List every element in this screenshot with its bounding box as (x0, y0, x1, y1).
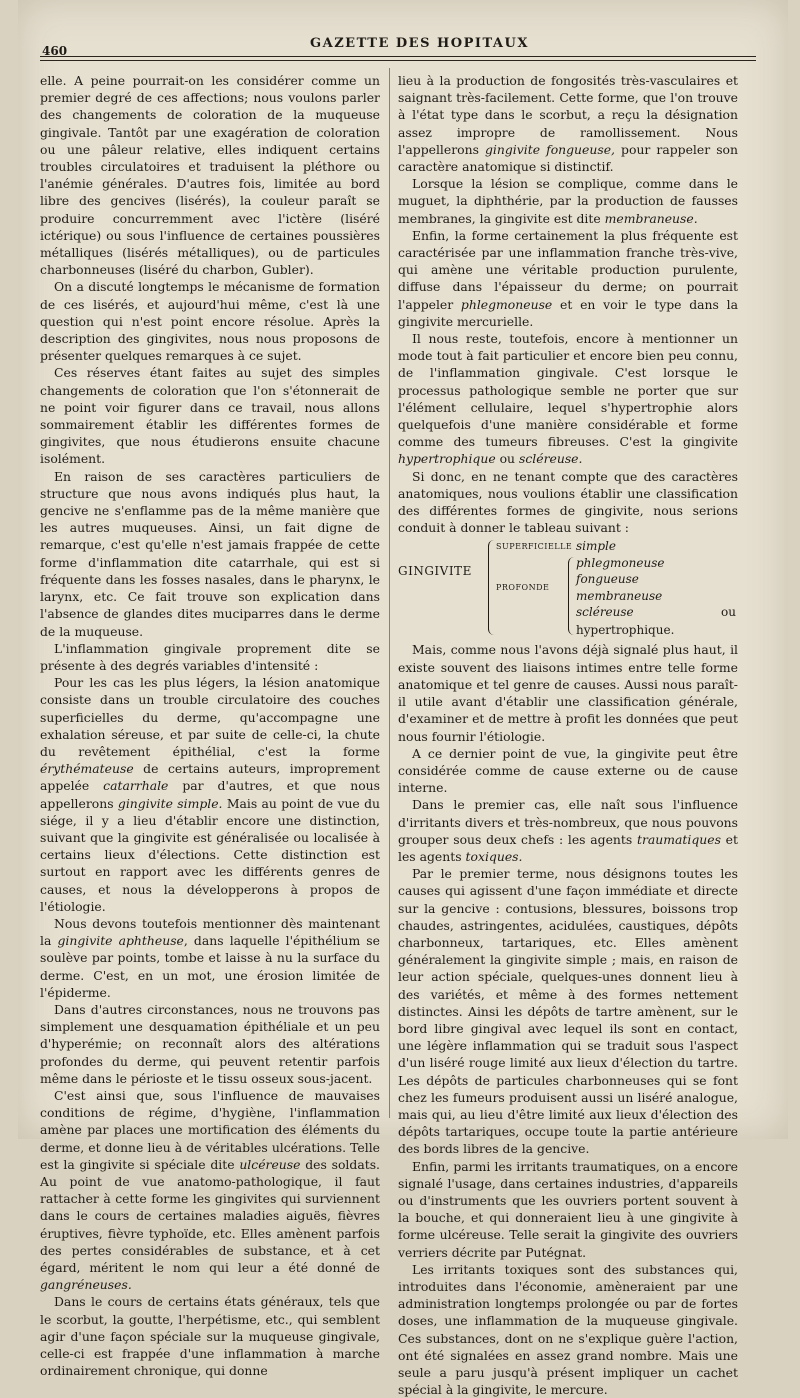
text: , dans laquelle l'épithélium se soulève par points, tombe et laisse à nu la surface du derme. C'est, en un mot, une érosion limitée de l'épiderme. (40, 933, 380, 1000)
brace-inner (568, 557, 576, 636)
italic-term: gingivite simple. (117, 795, 223, 811)
italic-term: toxiques. (465, 848, 523, 864)
right-column (398, 72, 738, 1398)
text: Dans le cours de certains états généraux, tels que le scorbut, la goutte, l'herpétisme, etc., qui semblent agir d'une façon spéciale sur la muqueuse gingivale, celle-ci est frappée d'une inflammation à marche ordinairement chronique, qui donne (40, 1294, 380, 1379)
text: de certains auteurs, improprement appelée (40, 761, 380, 794)
paragraph (398, 796, 738, 865)
paragraph (398, 330, 738, 468)
italic-term: scléreuse (576, 605, 634, 620)
branch-superficielle: SUPERFICIELLE (496, 542, 573, 552)
text: Enfin, parmi les irritants traumatiques, on a encore signalé l'usage, dans certaines industries, d'appareils ou d'instruments que les ouvriers portent souvent à la bouche, et qui donneraient lieu à une gingivite à forme ulcéreuse. Telle serait la gingivite des ouvriers verriers décrite par Putégnat. (398, 1158, 738, 1260)
text: Dans le premier cas, elle naît sous l'influence d'irritants divers et très-nombreux, que nous pouvons grouper sous deux chefs : les agents (398, 797, 738, 847)
text: Les irritants toxiques sont des substances qui, introduites dans l'économie, amèneraient par une administration longtemps prolongée ou par de fortes doses, une inflammation de la muqueuse gingivale. Ces substances, dont on ne s'explique guère l'action, ont été signalées en assez grand nombre. Mais une seule a paru jusqu'à présent impliquer un cachet spécial à la gingivite, le mercure. (398, 1261, 738, 1398)
leaf-fongueuse: fongueuse (576, 572, 639, 587)
paragraph (40, 1087, 380, 1293)
text: On a discuté longtemps le mécanisme de formation de ces lisérés, et aujourd'hui même, c'est là une question qui n'est point encore résolue. Après la description des gingivites, nous nous proposons de présenter quelques remarques à ce sujet. (40, 279, 380, 364)
italic-term: ulcéreuse (239, 1156, 301, 1172)
paragraph (40, 72, 380, 278)
paragraph (398, 227, 738, 330)
italic-term: scléreuse. (518, 451, 583, 467)
text: pour rappeler son caractère anatomique si distinctif. (398, 141, 738, 175)
italic-term: membraneuse. (604, 210, 698, 226)
paragraph (40, 1293, 380, 1379)
text: Par le premier terme, nous désignons toutes les causes qui agissent d'une façon immédiate et directe sur la gencive : contusions, blessures, boissons trop chaudes, astringentes, acidulées, caustiques, dépôts charbonneux, tartariques, etc. Elles amènent généralement la gingivite simple ; mais, en raison de leur action spéciale, quelques-unes donnent lieu à des variétés, et même à des formes nettement distinctes. Ainsi les dépôts de tartre amènent, sur le bord libre gingival avec lequel ils sont en contact, une légère inflammation qui se traduit sous l'aspect d'un liséré rouge limité aux lieux d'élection du tartre. Les dépôts de particules charbonneuses qui se font chez les fumeurs produisent aussi un liséré analogue, mais qui, au lieu d'être limité aux lieux d'élection des dépôts tartariques, occupe toute la partie antérieure des bords libres de la gencive. (398, 866, 738, 1157)
text: Il nous reste, toutefois, encore à mentionner un mode tout à fait particulier et encore bien peu connu, de l'inflammation gingivale. C'est lorsque le processus pathologique semble ne porter que sur l'élément cellulaire, lequel s'hypertrophie alors quelquefois d'une manière considérable et forme comme des tumeurs fibreuses. C'est la gingivite (398, 331, 738, 450)
paragraph (398, 641, 738, 744)
italic-term: gingivite fongueuse, (485, 141, 615, 157)
text: et en voir le type dans la gingivite mercurielle. (398, 296, 738, 329)
paragraph (40, 278, 380, 364)
paragraph (398, 1158, 738, 1261)
text: Pour les cas les plus légers, la lésion anatomique consiste dans un trouble circulatoire des couches superficielles du derme, qu'accompagne une exhalation séreuse, et par suite de celle-ci, la chute du revêtement épithélial, c'est la forme (40, 675, 380, 759)
italic-term: gingivite aphtheuse (57, 933, 184, 949)
paragraph (40, 640, 380, 674)
text: des soldats. Au point de vue anatomo-pathologique, il faut rattacher à cette forme les gingivites qui surviennent dans le cours de certaines maladies aiguës, fièvres éruptives, fièvre typhoïde, etc. Elles amènent parfois des pertes considérables de substance, et à cet égard, méritent le nom qui leur a été donné de (40, 1156, 380, 1276)
text: ou (495, 451, 519, 467)
paragraph (398, 1261, 738, 1398)
text: ou hypertrophique. (576, 605, 736, 637)
paragraph (40, 1001, 380, 1087)
table-root-label: GINGIVITE (398, 563, 472, 578)
page-number: 460 (42, 44, 68, 58)
italic-term: catarrhale (103, 778, 169, 794)
italic-term: traumatiques (636, 831, 721, 847)
text: elle. A peine pourrait-on les considérer comme un premier degré de ces affections; nous voulons parler des changements de coloration de la muqueuse gingivale. Tantôt par une exagération de coloration ou une pâleur relative, elles indiquent certains troubles circulatoires et traduisent la pléthore ou l'anémie générales. D'autres fois, limitée au bord libre des gencives (lisérés), la couleur paraît se produire concurremment avec l'ictère (liséré ictérique) ou sous l'influence de certaines poussières métalliques (lisérés métalliques), ou de particules charbonneuses (liséré du charbon, Gubler). (40, 73, 380, 278)
paragraph (40, 674, 380, 915)
text: et les agents (398, 831, 738, 864)
paragraph (398, 745, 738, 797)
text: Mais, comme nous l'avons déjà signalé plus haut, il existe souvent des liaisons intimes entre telle forme anatomique et tel genre de causes. Aussi nous paraît-il utile avant d'établir une classification générale, d'examiner et de mettre à profit les données que peut nous fournir l'étiologie. (398, 642, 738, 744)
text: Enfin, la forme certainement la plus fréquente est caractérisée par une inflammation franche très-vive, qui amène une véritable production purulente, diffuse dans l'épaisseur du derme; on pourrait l'appeler (398, 227, 738, 312)
branch-profonde: PROFONDE (496, 583, 550, 593)
italic-term: gangréneuses. (40, 1277, 132, 1293)
leaf-simple: simple (576, 539, 616, 554)
header-rule-double (40, 60, 756, 61)
paragraph (398, 175, 738, 227)
text: Lorsque la lésion se complique, comme dans le muguet, la diphthérie, par la production de fausses membranes, la gingivite est dite (398, 176, 738, 226)
text: Nous devons toutefois mentionner dès maintenant la (40, 915, 380, 949)
paragraph (398, 865, 738, 1157)
leaf-membraneuse: membraneuse (576, 588, 663, 603)
classification-table (398, 538, 738, 637)
paragraph (398, 72, 738, 175)
italic-term: érythémateuse (40, 761, 134, 777)
paragraph (40, 915, 380, 1001)
brace-outer (488, 540, 496, 635)
text: L'inflammation gingivale proprement dite se présente à des degrés variables d'intensité : (40, 640, 380, 673)
italic-term: phlegmoneuse (460, 296, 553, 312)
header-rule (40, 56, 756, 57)
text: A ce dernier point de vue, la gingivite peut être considérée comme de cause externe ou de cause interne. (398, 745, 738, 796)
italic-term: hypertrophique (398, 451, 496, 467)
text: par d'autres, et que nous appellerons (40, 778, 380, 811)
text: C'est ainsi que, sous l'influence de mauvaises conditions de régime, d'hygiène, l'inflammation amène par places une mortification des éléments du derme, et donne lieu à de véritables ulcérations. Telle est la gingivite si spéciale dite (40, 1087, 380, 1172)
text: Dans d'autres circonstances, nous ne trouvons pas simplement une desquamation épithéliale et un peu d'hyperémie; on reconnaît alors des altérations profondes du derme, qui peuvent retentir parfois même dans le périoste et le tissu osseux sous-jacent. (40, 1001, 380, 1086)
running-title: GAZETTE DES HOPITAUX (310, 36, 529, 51)
text: lieu à la production de fongosités très-vasculaires et saignant très-facilement. Cette forme, que l'on trouve à l'état type dans le scorbut, a reçu la désignation assez impropre de ramollissement. Nous l'appellerons (398, 73, 738, 157)
text: En raison de ses caractères particuliers de structure que nous avons indiqués plus haut, la gencive ne s'enflamme pas de la même manière que les autres muqueuses. Ainsi, un fait digne de remarque, c'est qu'elle n'est jamais frappée de cette forme d'inflammation dite catarrhale, qui est si fréquente dans les fosses nasales, dans le pharynx, le larynx, etc. Ce fait trouve son explication dans l'absence de glandes dites muciparres dans le derme de la muqueuse. (40, 468, 380, 639)
leaf-scleroseuse (576, 604, 736, 637)
text: Ces réserves étant faites au sujet des simples changements de coloration que l'on s'étonnerait de ne point voir figurer dans ce travail, nous allons sommairement établir les différentes formes de gingivites, que nous étudierons ensuite chacune isolément. (40, 365, 380, 467)
paragraph (398, 468, 738, 537)
leaf-phlegmoneuse: phlegmoneuse (576, 555, 665, 570)
column-separator (389, 68, 390, 1118)
paragraph (40, 468, 380, 640)
paragraph (40, 364, 380, 467)
text: Mais au point de vue du siége, il y a lieu d'établir encore une distinction, suivant que la gingivite est généralisée ou localisée à certains lieux d'élections. Cette distinction est surtout en rapport avec les différents genres de causes, et nous la développerons à propos de l'étiologie. (40, 795, 380, 914)
left-column (40, 72, 380, 1379)
newspaper-page (18, 0, 788, 1398)
text: Si donc, en ne tenant compte que des caractères anatomiques, nous voulions établir une classification des différentes formes de gingivite, nous serions conduit à donner le tableau suivant : (398, 468, 738, 536)
